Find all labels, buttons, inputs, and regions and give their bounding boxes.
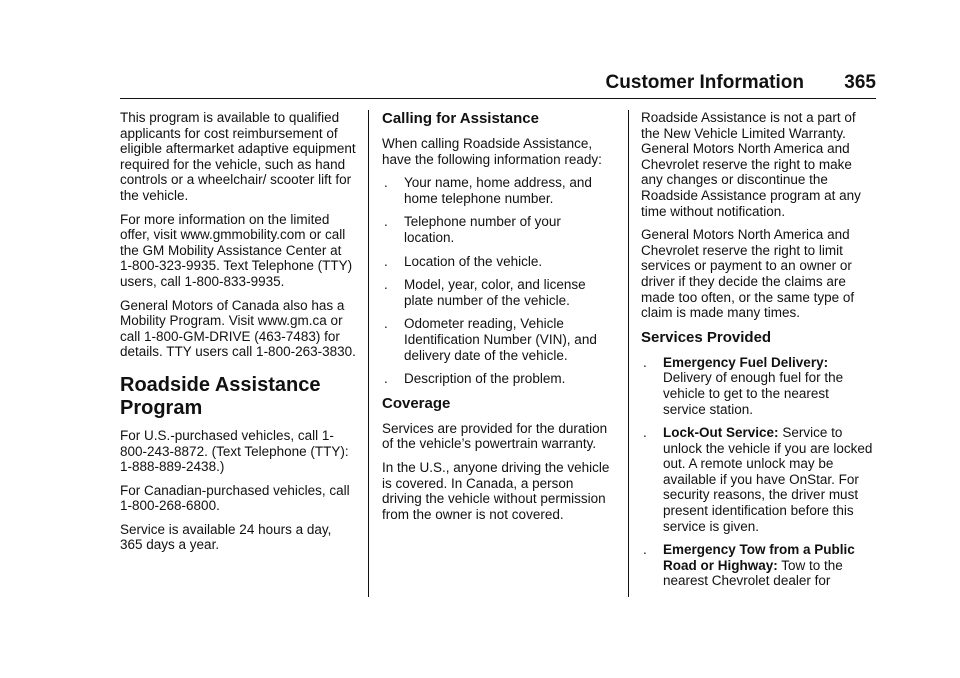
list-item: . Odometer reading, Vehicle Identification Number (VIN), and delivery date of the vehicle. xyxy=(384,316,597,363)
paragraph: In the U.S., anyone driving the vehicle is covered. In Canada, a person driving the vehicle without permission from the owner is not covered. xyxy=(382,459,610,522)
bullet: . xyxy=(384,371,388,387)
header-title: Customer Information xyxy=(605,72,804,93)
paragraph: General Motors North America and Chevrolet reserve the right to limit services or payment to an owner or driver if they decide the claims are made too often, or the same type of claim is made many times. xyxy=(641,227,855,321)
bullet: . xyxy=(384,277,388,293)
paragraph: For more information on the limited offer, visit www.gmmobility.com or call the GM Mobility Assistance Center at 1-800-323-9935. Text Telephone (TTY) users, call 1-800-833-9935. xyxy=(120,211,353,289)
bullet: . xyxy=(384,175,388,191)
bullet: . xyxy=(384,214,388,230)
paragraph: For Canadian-purchased vehicles, call 1-800-268-6800. xyxy=(120,482,350,514)
list-item: . Model, year, color, and license plate number of the vehicle. xyxy=(384,277,586,308)
column-divider xyxy=(628,110,629,597)
column-divider xyxy=(368,110,369,597)
services-list xyxy=(641,355,873,589)
page-number: 365 xyxy=(844,72,876,93)
list-item: . Location of the vehicle. xyxy=(384,253,543,269)
bullet: . xyxy=(384,253,388,269)
list-item: . Telephone number of your location. xyxy=(384,214,561,245)
service-term: Emergency Tow from a Public Road or Highway: xyxy=(663,542,855,573)
subheading-services: Services Provided xyxy=(641,328,772,346)
subheading-coverage: Coverage xyxy=(382,394,451,412)
header-rule xyxy=(120,98,876,99)
list-item: . Emergency Fuel Delivery: Delivery of enough fuel for the vehicle to get to the nearest service station. xyxy=(643,354,844,417)
section-heading-roadside: Roadside Assistance Program xyxy=(120,373,321,419)
paragraph: Roadside Assistance is not a part of the New Vehicle Limited Warranty. General Motors North America and Chevrolet reserve the right to make any changes or discontinue the Roadside Assistance program at any time without notification. xyxy=(641,110,861,219)
page-header xyxy=(120,70,876,98)
column-2 xyxy=(382,110,614,530)
column-1 xyxy=(120,110,356,561)
bullet: . xyxy=(643,542,647,558)
column-3 xyxy=(641,110,873,597)
paragraph: General Motors of Canada also has a Mobility Program. Visit www.gm.ca or call 1-800-GM-DRIVE (463-7483) for details. TTY users call 1-800-263-3830. xyxy=(120,297,356,360)
paragraph: Service is available 24 hours a day, 365 days a year. xyxy=(120,521,332,553)
service-term: Lock-Out Service: xyxy=(663,425,779,441)
subheading-calling: Calling for Assistance xyxy=(382,110,539,127)
list-item: . Emergency Tow from a Public Road or Highway: Tow to the nearest Chevrolet dealer for xyxy=(643,542,855,589)
list-item: . Your name, home address, and home telephone number. xyxy=(384,175,592,206)
info-list xyxy=(382,175,614,387)
paragraph: This program is available to qualified applicants for cost reimbursement of eligible aftermarket adaptive equipment required for the vehicle, such as hand controls or a wheelchair/ scooter lift for the vehicle. xyxy=(120,110,356,203)
paragraph: When calling Roadside Assistance, have the following information ready: xyxy=(382,136,602,167)
list-item: . Description of the problem. xyxy=(384,371,566,387)
paragraph: Services are provided for the duration of the vehicle’s powertrain warranty. xyxy=(382,420,608,452)
service-term: Emergency Fuel Delivery: xyxy=(663,354,829,370)
list-item: . Lock-Out Service: Service to unlock the vehicle if you are locked out. A remote unlock may be available if you have OnStar. For security reasons, the driver must present identification before this service is given. xyxy=(643,425,873,534)
paragraph: For U.S.-purchased vehicles, call 1-800-243-8872. (Text Telephone (TTY): 1-888-889-2438.) xyxy=(120,427,349,475)
bullet: . xyxy=(643,354,647,370)
bullet: . xyxy=(643,425,647,441)
bullet: . xyxy=(384,316,388,332)
